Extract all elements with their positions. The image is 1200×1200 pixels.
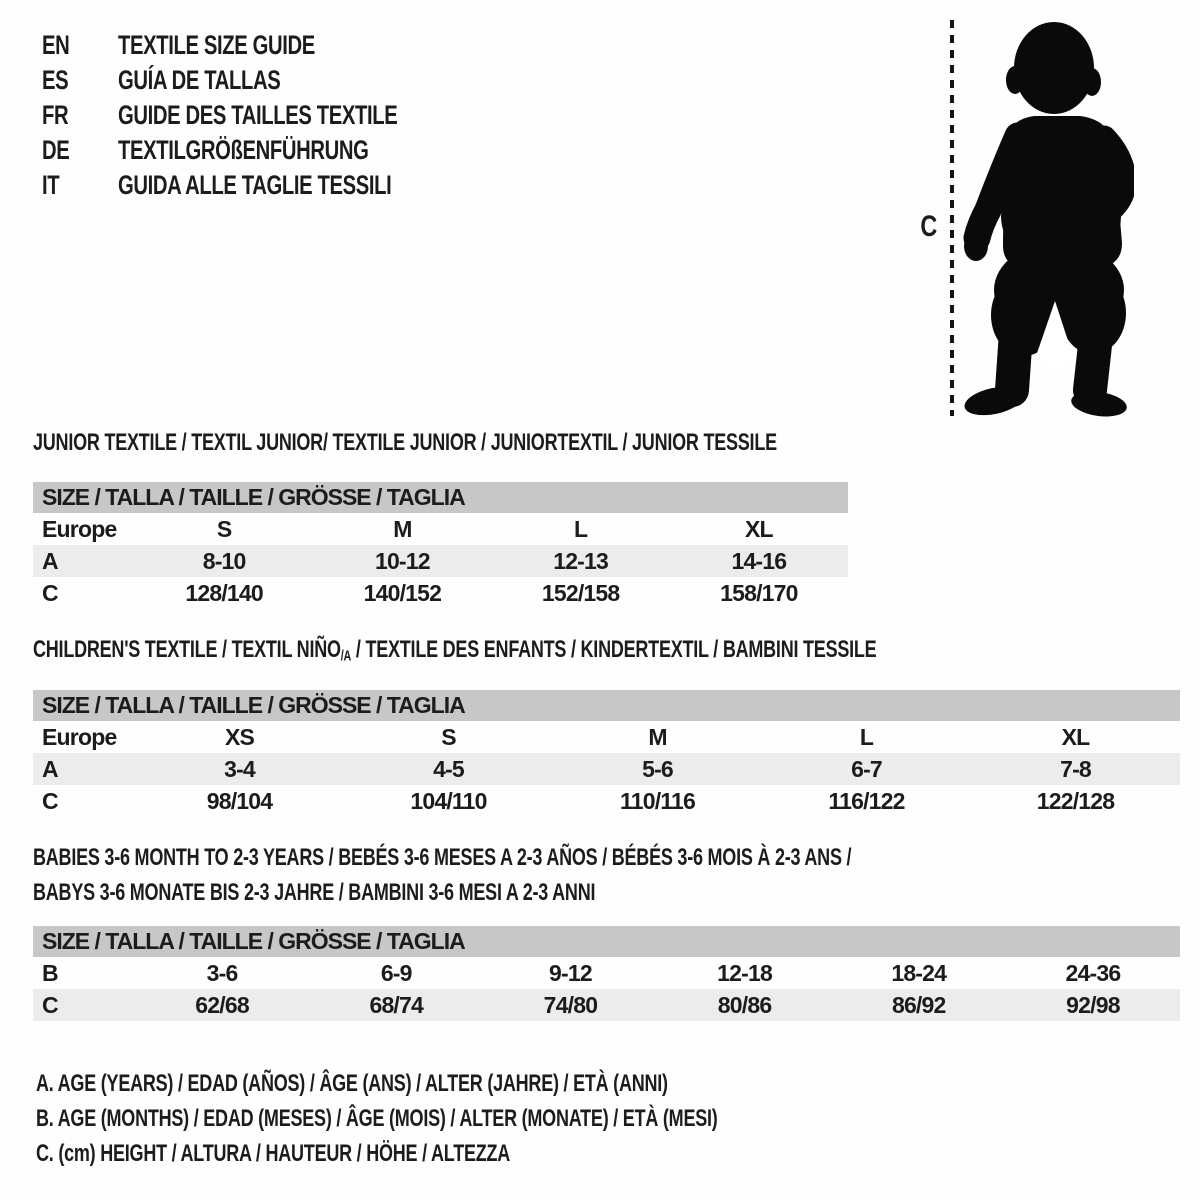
- lang-title: GUIDA ALLE TAGLIE TESSILI: [118, 170, 392, 200]
- value-cell: 68/74: [369, 991, 424, 1018]
- value-cell: 62/68: [195, 991, 249, 1018]
- children-section-title: CHILDREN'S TEXTILE / TEXTIL $NIÑO_{/A}$ / TEXTILE DES ENFANTS / KINDERTEXTIL / BAMBINI TESSILE: [33, 636, 877, 665]
- lang-row-en: [42, 28, 491, 63]
- lang-code: DE: [42, 135, 70, 165]
- col-header-cell: S: [441, 723, 456, 750]
- value-cell: 18-24: [891, 959, 947, 986]
- value-cell: 86/92: [891, 991, 946, 1018]
- lang-title: GUÍA DE TALLAS: [118, 65, 281, 95]
- language-title-block: [42, 28, 491, 203]
- value-cell: 6-7: [851, 755, 882, 782]
- col-header-cell: S: [216, 515, 232, 542]
- legend-line-b: B. AGE (MONTHS) / EDAD (MESES) / ÂGE (MOIS) / ALTER (MONATE) / ETÀ (MESI): [36, 1105, 718, 1132]
- value-cell: 6-9: [380, 959, 412, 986]
- col-header-cell: L: [574, 515, 588, 542]
- col-header-cell: M: [393, 515, 412, 542]
- lang-title: TEXTILE SIZE GUIDE: [118, 30, 315, 60]
- table-row-age: [33, 545, 848, 577]
- value-cell: 122/128: [1036, 787, 1115, 814]
- junior-size-table: [33, 482, 848, 609]
- value-cell: 98/104: [206, 787, 273, 814]
- value-cell: 10-12: [374, 547, 430, 574]
- lang-row-fr: [42, 98, 491, 133]
- table-row-height: [33, 577, 848, 609]
- value-cell: 140/152: [363, 579, 442, 606]
- value-cell: 128/140: [185, 579, 263, 606]
- value-cell: 3-6: [206, 959, 238, 986]
- height-measure-dashed-line: [950, 20, 954, 416]
- row-label-cell: Europe: [42, 723, 117, 750]
- children-size-table: [33, 690, 1180, 817]
- row-label-cell: Europe: [42, 515, 117, 542]
- legend-line-c: C. (cm) HEIGHT / ALTURA / HAUTEUR / HÖHE / ALTEZZA: [36, 1140, 511, 1167]
- value-cell: 24-36: [1065, 959, 1121, 986]
- value-cell: 5-6: [642, 755, 673, 782]
- value-cell: 116/122: [828, 787, 905, 814]
- col-header-cell: XL: [1061, 723, 1090, 750]
- value-cell: 4-5: [433, 755, 464, 782]
- value-cell: 9-12: [548, 959, 592, 986]
- lang-row-de: [42, 133, 491, 168]
- lang-title: TEXTILGRÖßENFÜHRUNG: [118, 135, 369, 165]
- row-label-cell: B: [42, 959, 58, 986]
- value-cell: 3-4: [224, 755, 255, 782]
- col-header-cell: XL: [744, 515, 773, 542]
- value-cell: 92/98: [1066, 991, 1120, 1018]
- toddler-silhouette-icon: [962, 18, 1134, 418]
- row-label-cell: C: [42, 787, 58, 814]
- table-row-height: [33, 989, 1180, 1021]
- value-cell: 74/80: [543, 991, 598, 1018]
- table-row-height: [33, 785, 1180, 817]
- col-header-cell: L: [859, 723, 874, 750]
- legend-line-a: A. AGE (YEARS) / EDAD (AÑOS) / ÂGE (ANS) / ALTER (JAHRE) / ETÀ (ANNI): [36, 1070, 668, 1097]
- value-cell: 152/158: [541, 579, 620, 606]
- nino-a-subscript: /A: [340, 648, 352, 665]
- measurement-legend: [36, 1066, 945, 1171]
- lang-code: ES: [42, 65, 69, 95]
- size-header-bar: SIZE / TALLA / TAILLE / GRÖSSE / TAGLIA: [33, 926, 1180, 957]
- height-measure-figure: [880, 0, 1200, 440]
- row-label-cell: C: [42, 579, 58, 606]
- lang-row-es: [42, 63, 491, 98]
- row-label-cell: A: [42, 755, 58, 782]
- lang-code: EN: [42, 30, 70, 60]
- babies-section-title-line1: BABIES 3-6 MONTH TO 2-3 YEARS / BEBÉS 3-6 MESES A 2-3 AÑOS / BÉBÉS 3-6 MOIS À 2-3 ANS /: [33, 844, 852, 871]
- table-row-region: [33, 721, 1180, 753]
- value-cell: 104/110: [410, 787, 487, 814]
- value-cell: 14-16: [731, 547, 787, 574]
- table-row-age: [33, 753, 1180, 785]
- babies-section-title-line2: BABYS 3-6 MONATE BIS 2-3 JAHRE / BAMBINI 3-6 MESI A 2-3 ANNI: [33, 879, 596, 906]
- value-cell: 80/86: [717, 991, 772, 1018]
- lang-title: GUIDE DES TAILLES TEXTILE: [118, 100, 398, 130]
- row-label-cell: A: [42, 547, 58, 574]
- col-header-cell: XS: [224, 723, 255, 750]
- value-cell: 8-10: [202, 547, 246, 574]
- babies-size-table: [33, 926, 1180, 1021]
- size-header-bar: SIZE / TALLA / TAILLE / GRÖSSE / TAGLIA: [33, 690, 1180, 721]
- table-row-region: [33, 513, 848, 545]
- junior-section-title: JUNIOR TEXTILE / TEXTIL JUNIOR/ TEXTILE JUNIOR / JUNIORTEXTIL / JUNIOR TESSILE: [33, 429, 777, 456]
- value-cell: 12-13: [553, 547, 609, 574]
- value-cell: 12-18: [717, 959, 772, 986]
- col-header-cell: M: [648, 723, 667, 750]
- lang-code: IT: [42, 170, 60, 200]
- table-row-months: [33, 957, 1180, 989]
- value-cell: 110/116: [619, 787, 695, 814]
- measure-c-label: C: [920, 210, 938, 243]
- value-cell: 7-8: [1060, 755, 1091, 782]
- lang-row-it: [42, 168, 491, 203]
- value-cell: 158/170: [720, 579, 798, 606]
- lang-code: FR: [42, 100, 69, 130]
- size-header-bar: SIZE / TALLA / TAILLE / GRÖSSE / TAGLIA: [33, 482, 848, 513]
- row-label-cell: C: [42, 991, 58, 1018]
